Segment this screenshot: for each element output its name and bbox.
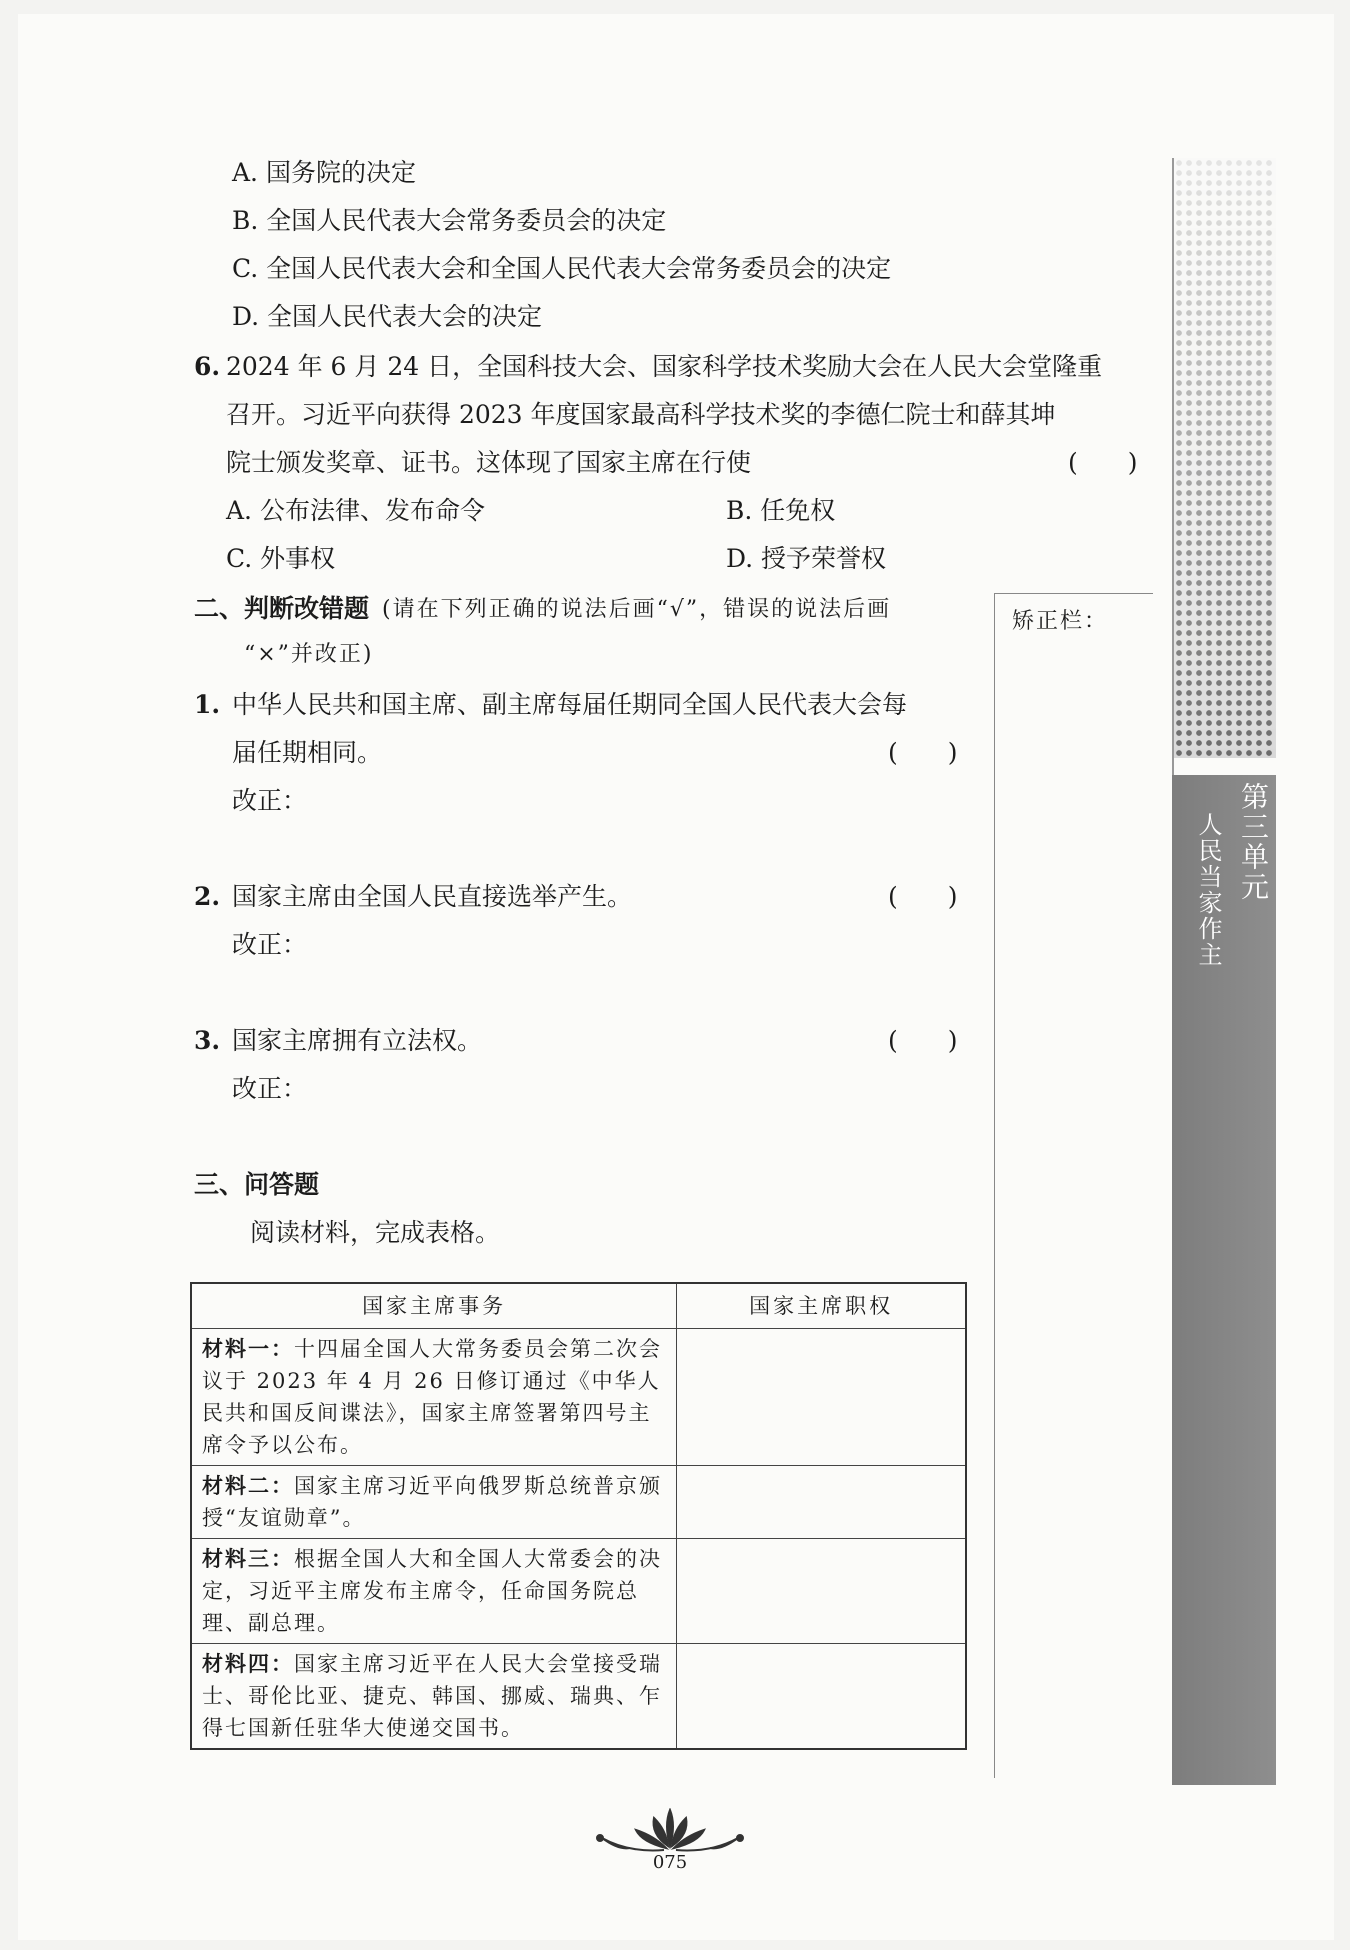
- judge-item-1-line2: 届任期相同。: [232, 738, 383, 767]
- material-text: 国家主席习近平在人民大会堂接受瑞士、哥伦比亚、捷克、韩国、挪威、瑞典、乍得七国新任驻华大使递交国书。: [202, 1652, 662, 1740]
- material-cell: [191, 1644, 677, 1750]
- material-label: 材料一：: [202, 1336, 294, 1361]
- table-row: [191, 1329, 966, 1466]
- power-answer-cell[interactable]: [677, 1644, 966, 1750]
- judge-item-2-paren[interactable]: ( ): [888, 882, 958, 911]
- judge-item-1-paren[interactable]: ( ): [888, 738, 958, 767]
- section2-instruction-line1: (请在下列正确的说法后画“√”，错误的说法后画: [382, 597, 892, 622]
- q5-option-c: C. 全国人民代表大会和全国人民代表大会常务委员会的决定: [232, 254, 892, 283]
- judge-item-1-line1: 中华人民共和国主席、副主席每届任期同全国人民代表大会每: [232, 690, 908, 719]
- correction-column-top-rule: [995, 593, 1153, 594]
- material-label: 材料三：: [202, 1546, 294, 1571]
- table-row: [191, 1539, 966, 1644]
- judge-item-1-number: 1.: [194, 690, 221, 719]
- material-cell: [191, 1466, 677, 1539]
- q5-option-d: D. 全国人民代表大会的决定: [232, 302, 543, 331]
- judge-item-1-correction[interactable]: 改正：: [232, 786, 308, 815]
- unit-number-label: 第三单元: [1237, 782, 1270, 902]
- section2-heading: 二、判断改错题: [194, 594, 370, 623]
- judge-item-3-number: 3.: [194, 1026, 221, 1055]
- material-text: 国家主席习近平向俄罗斯总统普京颁授“友谊勋章”。: [202, 1474, 662, 1530]
- flourish-ornament-icon: [590, 1808, 750, 1854]
- section3-heading: 三、问答题: [194, 1170, 320, 1199]
- material-text: 根据全国人大和全国人大常委会的决定，习近平主席发布主席令，任命国务院总理、副总理。: [202, 1547, 662, 1635]
- judge-item-3-paren[interactable]: ( ): [888, 1026, 958, 1055]
- president-duties-table: [190, 1282, 967, 1750]
- judge-item-2-correction[interactable]: 改正：: [232, 930, 308, 959]
- q6-option-a: A. 公布法律、发布命令: [226, 496, 485, 525]
- page-number: 075: [652, 1852, 688, 1873]
- table-row: [191, 1644, 966, 1750]
- halftone-decoration: [1174, 158, 1276, 758]
- q5-option-a: A. 国务院的决定: [232, 158, 416, 187]
- q6-option-b: B. 任免权: [726, 496, 836, 525]
- q6-option-c: C. 外事权: [226, 544, 336, 573]
- q6-stem-line1: 2024 年 6 月 24 日，全国科技大会、国家科学技术奖励大会在人民大会堂隆重: [226, 352, 1103, 381]
- q6-stem-line3: 院士颁发奖章、证书。这体现了国家主席在行使: [226, 448, 752, 477]
- correction-column-label: 矫正栏：: [1012, 609, 1109, 634]
- material-cell: [191, 1329, 677, 1466]
- material-cell: [191, 1539, 677, 1644]
- material-label: 材料四：: [202, 1651, 294, 1676]
- section3-instruction: 阅读材料，完成表格。: [250, 1218, 501, 1247]
- power-answer-cell[interactable]: [677, 1466, 966, 1539]
- table-header-powers: 国家主席职权: [677, 1283, 966, 1329]
- judge-item-2-number: 2.: [194, 882, 221, 911]
- table-row: [191, 1466, 966, 1539]
- material-label: 材料二：: [202, 1473, 294, 1498]
- judge-item-2-line1: 国家主席由全国人民直接选举产生。: [232, 882, 633, 911]
- q6-stem-line2: 召开。习近平向获得 2023 年度国家最高科学技术奖的李德仁院士和薛其坤: [226, 400, 1056, 429]
- q6-answer-paren[interactable]: ( ): [1068, 448, 1138, 477]
- correction-column-left-rule: [994, 593, 995, 1778]
- judge-item-3-line1: 国家主席拥有立法权。: [232, 1026, 483, 1055]
- q6-option-d: D. 授予荣誉权: [726, 544, 887, 573]
- judge-item-3-correction[interactable]: 改正：: [232, 1074, 308, 1103]
- table-header-affairs: 国家主席事务: [191, 1283, 677, 1329]
- q5-option-b: B. 全国人民代表大会常务委员会的决定: [232, 206, 667, 235]
- section2-instruction-line2: “×”并改正): [244, 642, 374, 667]
- power-answer-cell[interactable]: [677, 1329, 966, 1466]
- q6-number: 6.: [194, 352, 221, 381]
- power-answer-cell[interactable]: [677, 1539, 966, 1644]
- unit-title-label: 人民当家作主: [1194, 812, 1222, 968]
- material-text: 十四届全国人大常务委员会第二次会议于 2023 年 4 月 26 日修订通过《中华人民共和国反间谍法》，国家主席签署第四号主席令予以公布。: [202, 1337, 662, 1457]
